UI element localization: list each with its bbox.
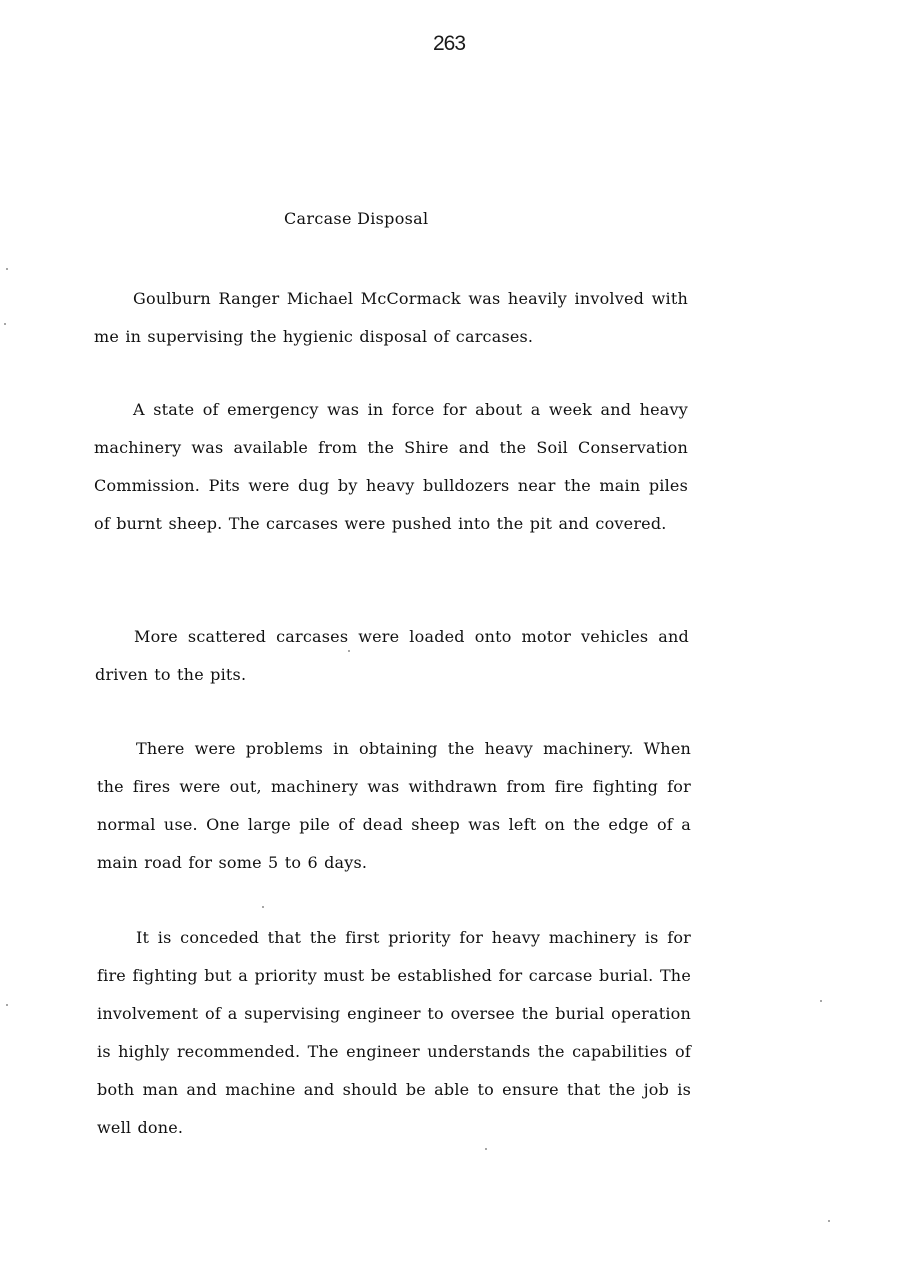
scan-speck [820,1000,822,1002]
paragraph: A state of emergency was in force for about a week and heavy machinery was available from the Shire and the Soil Conservation Commission. Pits were dug by heavy bulldozers near the main piles of burnt sheep. The carcases were pushed into the pit and covered. [94,400,688,533]
scan-speck [6,1004,8,1006]
scan-speck [6,268,8,270]
scan-speck [828,1220,830,1222]
scan-speck [262,906,264,908]
scan-speck [4,323,6,325]
page-number: 263 [433,32,466,55]
paragraph: There were problems in obtaining the heavy machinery. When the fires were out, machinery was withdrawn from fire fighting for normal use. One large pile of dead sheep was left on the edge of a main road for some 5 to 6 days. [97,739,691,872]
paragraph: Goulburn Ranger Michael McCormack was heavily involved with me in supervising the hygienic disposal of carcases. [94,289,688,346]
scan-speck [485,1148,487,1150]
paragraph: It is conceded that the first priority for heavy machinery is for fire fighting but a priority must be established for carcase burial. The involvement of a supervising engineer to oversee the burial operation is highly recommended. The engineer understands the capabilities of both man and machine and should be able to ensure that the job is well done. [97,928,691,1137]
paragraph: More scattered carcases were loaded onto motor vehicles and driven to the pits. [95,627,689,684]
scan-speck [348,650,350,652]
section-title: Carcase Disposal [284,209,429,228]
